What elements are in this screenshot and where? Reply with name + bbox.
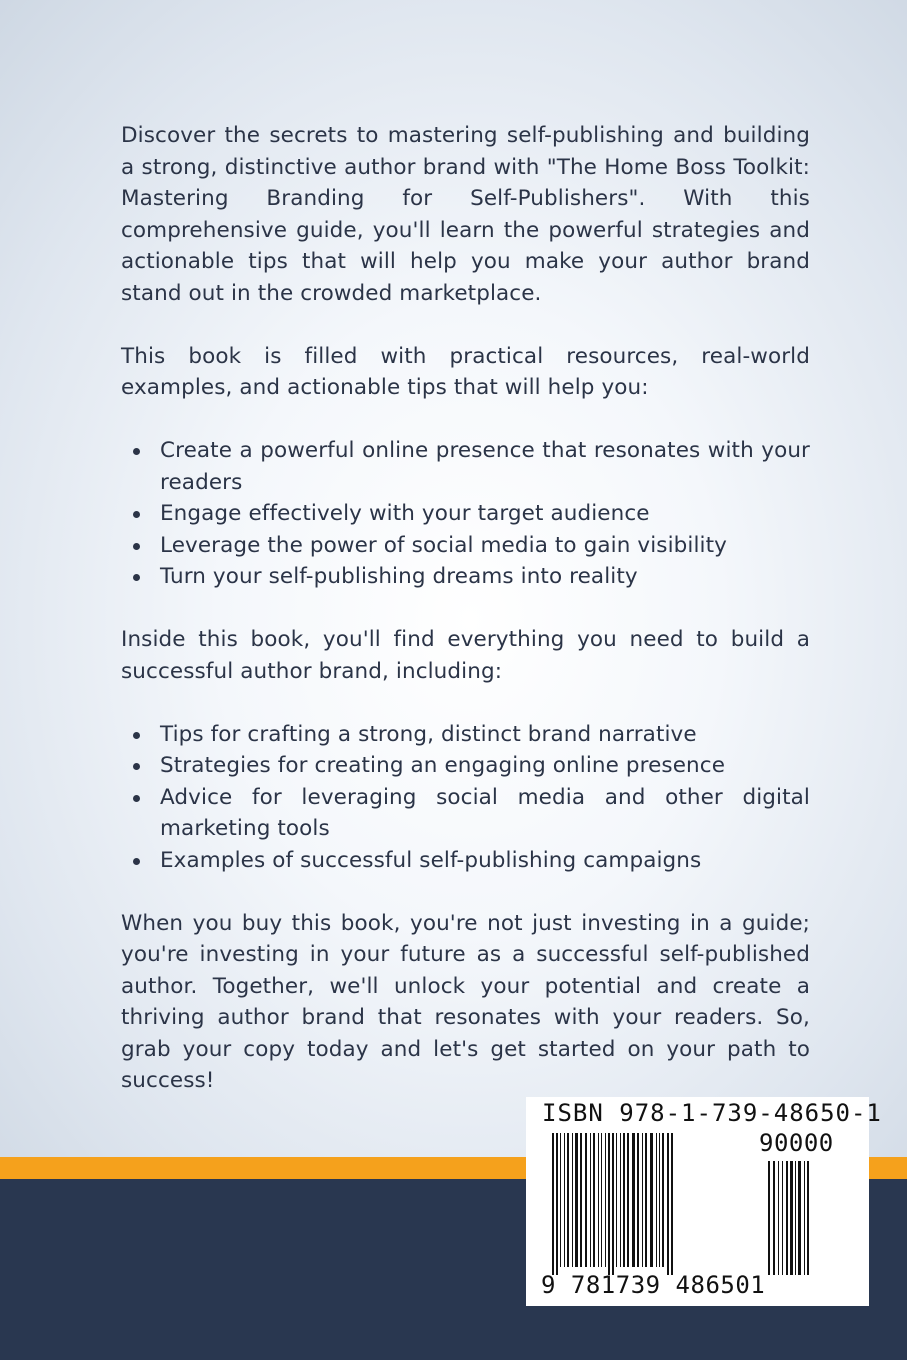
barcode-bar: [564, 1133, 565, 1267]
barcode-bar: [608, 1133, 610, 1275]
barcode-bar: [671, 1133, 673, 1275]
barcode-bar: [575, 1133, 578, 1267]
barcode-bar: [585, 1133, 587, 1267]
barcode-bar: [620, 1133, 621, 1267]
bullet-icon: [133, 795, 140, 802]
barcode-bar: [567, 1133, 569, 1267]
barcode-bar: [650, 1133, 653, 1267]
bullet-icon: [133, 574, 140, 581]
barcode-bar: [593, 1133, 595, 1267]
list-item: Turn your self-publishing dreams into reality: [121, 561, 810, 593]
inside-list: [121, 719, 810, 877]
bullet-icon: [133, 448, 140, 455]
barcode-bar: [605, 1133, 606, 1267]
barcode-bar: [590, 1133, 591, 1267]
bullet-icon: [133, 763, 140, 770]
resources-intro-paragraph: This book is filled with practical resources, real-world examples, and actionable tips that will help you:: [121, 343, 810, 400]
price-code: 90000: [759, 1129, 834, 1157]
bullet-icon: [133, 732, 140, 739]
barcode-bar: [773, 1161, 775, 1275]
inside-intro-paragraph: Inside this book, you'll find everything you need to build a successful author brand, including:: [121, 627, 810, 684]
list-item: Advice for leveraging social media and other digital marketing tools: [121, 782, 810, 845]
ean-digits: 9 781739 486501: [541, 1271, 766, 1299]
list-item: Strategies for creating an engaging online presence: [121, 750, 810, 782]
isbn-label: ISBN 978-1-739-48650-1: [542, 1099, 882, 1127]
barcode-bar: [637, 1133, 639, 1267]
barcode-bar: [807, 1161, 809, 1275]
closing-paragraph: When you buy this book, you're not just investing in a guide; you're investing in your future as a successful self-published author. Together, we'll unlock your potential and create a thriving author brand that resonates with your readers. So, grab your copy today and let's get started on your path to success!: [121, 910, 810, 1093]
barcode-bar: [560, 1133, 561, 1267]
barcode-bar: [795, 1161, 796, 1275]
help-list: [121, 435, 810, 593]
intro-paragraph: Discover the secrets to mastering self-publishing and building a strong, distinctive author brand with "The Home Boss Toolkit: Mastering Branding for Self-Publishers". With this comprehensive guide, you'll learn the powerful strategies and actionable tips that will help you make your author brand stand out in the crowded marketplace.: [121, 123, 810, 306]
list-item: Examples of successful self-publishing campaigns: [121, 845, 810, 877]
barcode-bar: [580, 1133, 582, 1267]
barcode-bar: [768, 1161, 770, 1275]
barcode-bar: [627, 1133, 629, 1267]
list-item: Create a powerful online presence that resonates with your readers: [121, 435, 810, 498]
barcode-bar: [790, 1161, 793, 1275]
barcode-bar: [778, 1161, 779, 1275]
barcode-bar: [642, 1133, 643, 1267]
bullet-icon: [133, 858, 140, 865]
list-item: Tips for crafting a strong, distinct brand narrative: [121, 719, 810, 751]
bullet-icon: [133, 511, 140, 518]
list-item: Leverage the power of social media to gain visibility: [121, 530, 810, 562]
barcode-bar: [798, 1161, 801, 1275]
barcode-bar: [782, 1161, 783, 1275]
barcode-bar: [552, 1133, 554, 1275]
barcode-bar: [598, 1133, 599, 1267]
barcode-bar: [623, 1133, 625, 1267]
barcode-bar: [632, 1133, 635, 1267]
barcode-bar: [645, 1133, 647, 1267]
barcode-bar: [556, 1133, 558, 1275]
barcode-bar: [667, 1133, 669, 1275]
barcode-bar: [786, 1161, 788, 1275]
bullet-icon: [133, 543, 140, 550]
list-item: Engage effectively with your target audience: [121, 498, 810, 530]
barcode-bar: [612, 1133, 614, 1275]
barcode-bar: [804, 1161, 805, 1275]
barcode-bar: [656, 1133, 657, 1267]
barcode-bar: [659, 1133, 660, 1267]
isbn-barcode: [526, 1097, 882, 1306]
back-cover-text: [121, 120, 810, 1097]
barcode-bar: [616, 1133, 617, 1267]
barcode-bar: [662, 1133, 664, 1267]
barcode-bar: [601, 1133, 602, 1267]
barcode-bar: [572, 1133, 573, 1267]
